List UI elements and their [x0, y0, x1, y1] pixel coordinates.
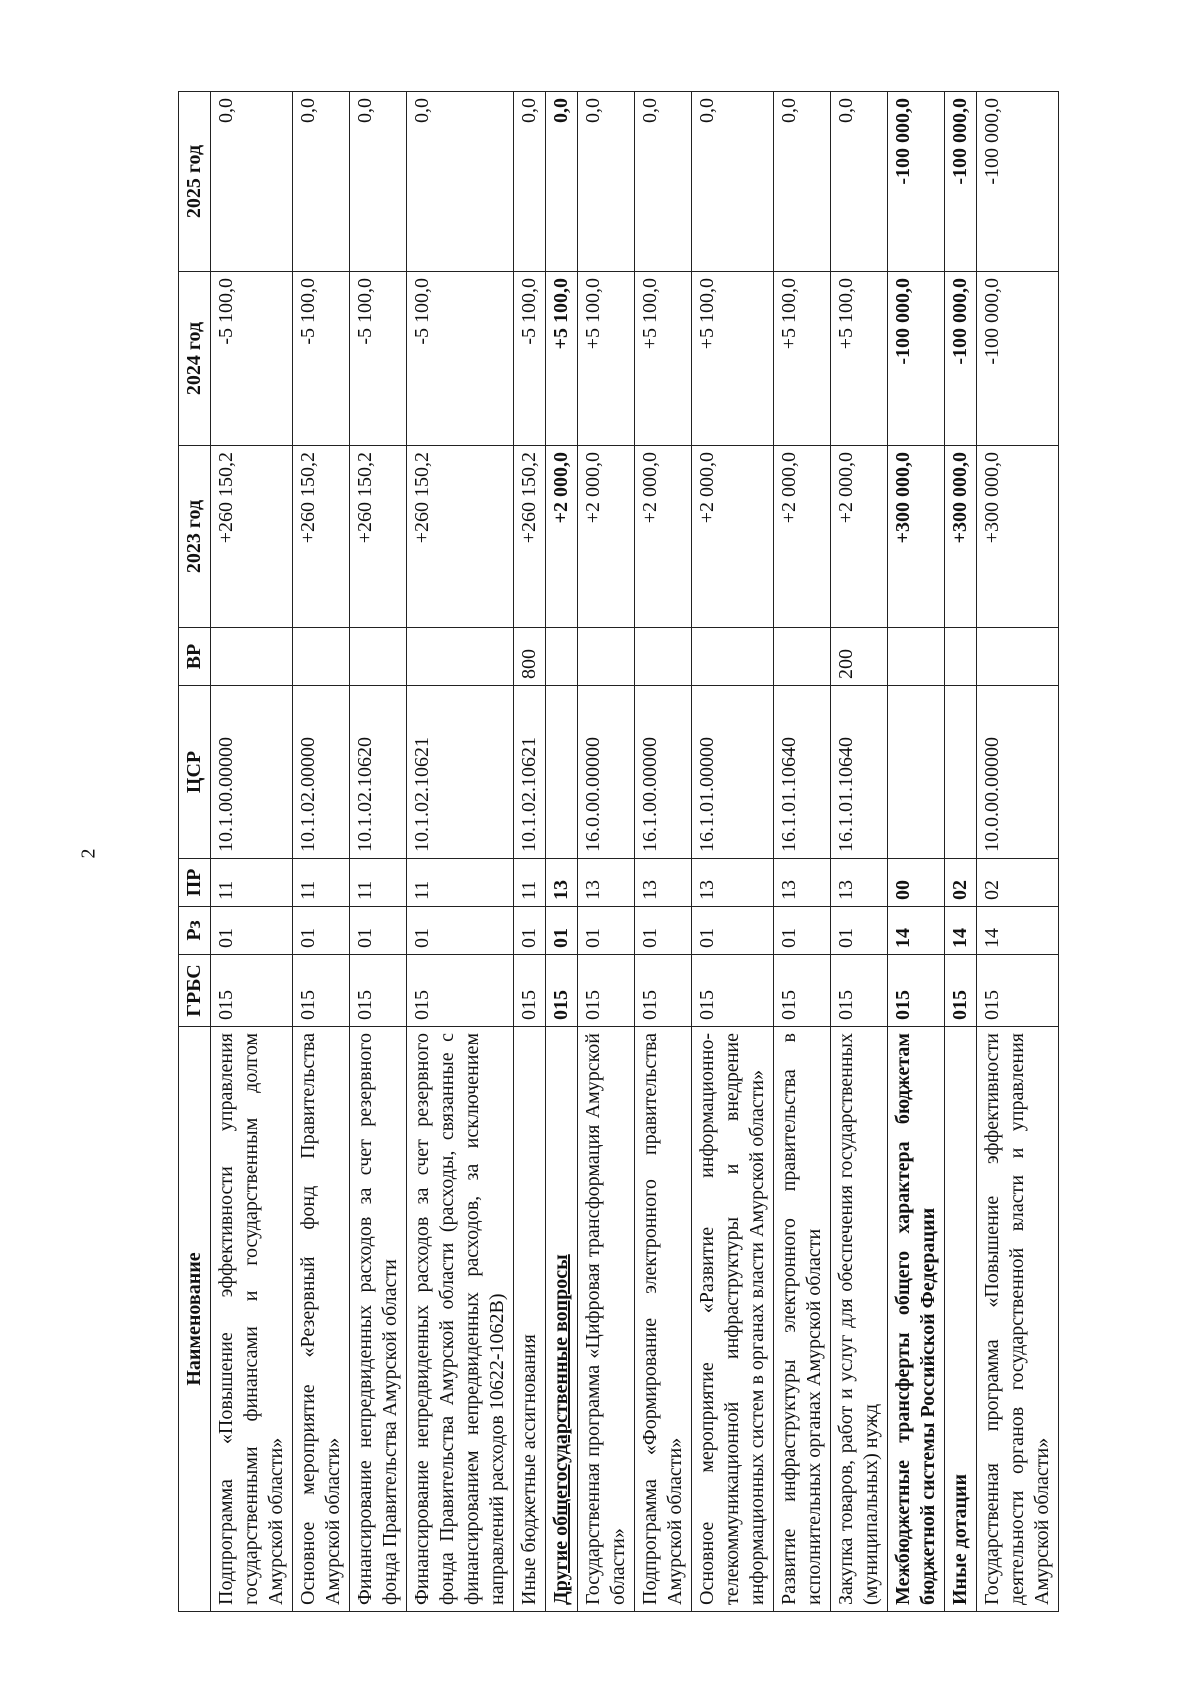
cell-vr	[293, 628, 350, 686]
cell-2024: -5 100,0	[211, 272, 293, 446]
cell-grbs: 015	[945, 955, 977, 1027]
cell-2025: 0,0	[546, 92, 578, 272]
cell-2024: -5 100,0	[350, 272, 407, 446]
cell-grbs: 015	[350, 955, 407, 1027]
cell-grbs: 015	[407, 955, 514, 1027]
cell-vr	[888, 628, 945, 686]
cell-pr: 13	[774, 859, 831, 907]
cell-grbs: 015	[211, 955, 293, 1027]
cell-rz: 01	[831, 907, 888, 955]
cell-name: Государственная программа «Цифровая трансформация Амурской области»	[578, 1027, 635, 1612]
cell-vr: 200	[831, 628, 888, 686]
cell-csr	[546, 686, 578, 859]
header-grbs: ГРБС	[179, 955, 211, 1027]
cell-csr: 16.1.01.00000	[692, 686, 774, 859]
table-row	[211, 92, 293, 1612]
page-number: 2	[77, 848, 100, 859]
cell-vr	[692, 628, 774, 686]
cell-csr: 10.1.02.10621	[407, 686, 514, 859]
cell-2025: 0,0	[831, 92, 888, 272]
cell-rz: 01	[774, 907, 831, 955]
cell-name: Государственная программа «Повышение эффективности деятельности органов государственной власти и управления Амурской области»	[977, 1027, 1059, 1612]
cell-name: Подпрограмма «Повышение эффективности управления государственными финансами и государственным долгом Амурской области»	[211, 1027, 293, 1612]
cell-2025: 0,0	[514, 92, 546, 272]
cell-rz: 14	[977, 907, 1059, 955]
cell-2023: +260 150,2	[350, 446, 407, 628]
cell-2023: +300 000,0	[977, 446, 1059, 628]
cell-grbs: 015	[977, 955, 1059, 1027]
cell-rz: 01	[635, 907, 692, 955]
cell-vr	[211, 628, 293, 686]
cell-csr: 16.0.00.00000	[578, 686, 635, 859]
cell-2025: 0,0	[407, 92, 514, 272]
cell-grbs: 015	[774, 955, 831, 1027]
cell-csr	[888, 686, 945, 859]
cell-rz: 14	[945, 907, 977, 955]
cell-name: Иные дотации	[945, 1027, 977, 1612]
cell-2023: +260 150,2	[407, 446, 514, 628]
cell-pr: 11	[350, 859, 407, 907]
cell-pr: 11	[211, 859, 293, 907]
cell-grbs: 015	[888, 955, 945, 1027]
header-name: Наименование	[179, 1027, 211, 1612]
cell-vr: 800	[514, 628, 546, 686]
cell-2024: +5 100,0	[635, 272, 692, 446]
cell-2023: +300 000,0	[945, 446, 977, 628]
cell-2024: +5 100,0	[831, 272, 888, 446]
table-row	[774, 92, 831, 1612]
header-2023: 2023 год	[179, 446, 211, 628]
cell-pr: 11	[514, 859, 546, 907]
cell-rz: 01	[407, 907, 514, 955]
cell-rz: 01	[211, 907, 293, 955]
cell-2025: 0,0	[350, 92, 407, 272]
header-2024: 2024 год	[179, 272, 211, 446]
cell-csr: 10.1.02.00000	[293, 686, 350, 859]
cell-grbs: 015	[293, 955, 350, 1027]
cell-grbs: 015	[635, 955, 692, 1027]
cell-2024: -5 100,0	[514, 272, 546, 446]
cell-pr: 02	[945, 859, 977, 907]
cell-2023: +2 000,0	[692, 446, 774, 628]
cell-grbs: 015	[692, 955, 774, 1027]
budget-table-container	[178, 92, 1083, 1612]
cell-2023: +2 000,0	[635, 446, 692, 628]
cell-2023: +260 150,2	[211, 446, 293, 628]
cell-vr	[578, 628, 635, 686]
cell-pr: 11	[407, 859, 514, 907]
cell-name: Иные бюджетные ассигнования	[514, 1027, 546, 1612]
cell-2025: -100 000,0	[888, 92, 945, 272]
table-row	[977, 92, 1059, 1612]
cell-rz: 01	[578, 907, 635, 955]
cell-name: Подпрограмма «Формирование электронного правительства Амурской области»	[635, 1027, 692, 1612]
cell-grbs: 015	[514, 955, 546, 1027]
cell-rz: 14	[888, 907, 945, 955]
budget-table	[178, 91, 1059, 1612]
cell-name: Финансирование непредвиденных расходов за счет резервного фонда Правительства Амурской области (расходы, связанные с финансированием непредвиденных расходов, за исключением направлений расходов 10622-1062В)	[407, 1027, 514, 1612]
cell-vr	[350, 628, 407, 686]
table-body	[211, 92, 1059, 1612]
cell-rz: 01	[350, 907, 407, 955]
cell-grbs: 015	[546, 955, 578, 1027]
cell-csr: 16.1.01.10640	[831, 686, 888, 859]
cell-grbs: 015	[831, 955, 888, 1027]
header-csr: ЦСР	[179, 686, 211, 859]
cell-csr: 16.1.00.00000	[635, 686, 692, 859]
cell-csr: 16.1.01.10640	[774, 686, 831, 859]
cell-vr	[774, 628, 831, 686]
cell-2025: 0,0	[635, 92, 692, 272]
cell-name: Другие общегосударственные вопросы	[546, 1027, 578, 1612]
cell-2023: +260 150,2	[514, 446, 546, 628]
cell-csr: 10.1.02.10621	[514, 686, 546, 859]
cell-pr: 13	[578, 859, 635, 907]
cell-pr: 02	[977, 859, 1059, 907]
table-row	[831, 92, 888, 1612]
cell-2025: -100 000,0	[977, 92, 1059, 272]
cell-2023: +2 000,0	[546, 446, 578, 628]
cell-2023: +260 150,2	[293, 446, 350, 628]
table-row	[635, 92, 692, 1612]
cell-pr: 13	[831, 859, 888, 907]
cell-2025: 0,0	[774, 92, 831, 272]
table-row	[945, 92, 977, 1612]
cell-name: Основное мероприятие «Резервный фонд Правительства Амурской области»	[293, 1027, 350, 1612]
cell-pr: 13	[635, 859, 692, 907]
cell-2025: 0,0	[578, 92, 635, 272]
cell-rz: 01	[514, 907, 546, 955]
cell-2024: +5 100,0	[692, 272, 774, 446]
cell-2023: +2 000,0	[578, 446, 635, 628]
cell-grbs: 015	[578, 955, 635, 1027]
header-rz: Рз	[179, 907, 211, 955]
cell-2024: -5 100,0	[293, 272, 350, 446]
cell-pr: 00	[888, 859, 945, 907]
cell-2023: +2 000,0	[831, 446, 888, 628]
cell-2024: +5 100,0	[774, 272, 831, 446]
cell-vr	[945, 628, 977, 686]
table-row	[692, 92, 774, 1612]
cell-vr	[635, 628, 692, 686]
cell-pr: 13	[692, 859, 774, 907]
cell-2024: -100 000,0	[888, 272, 945, 446]
cell-2025: -100 000,0	[945, 92, 977, 272]
cell-2023: +300 000,0	[888, 446, 945, 628]
cell-name: Межбюджетные трансферты общего характера бюджетам бюджетной системы Российской Федерации	[888, 1027, 945, 1612]
cell-2025: 0,0	[692, 92, 774, 272]
cell-name: Основное мероприятие «Развитие информационно-телекоммуникационной инфраструктуры и внедрение информационных систем в органах власти Амурской области»	[692, 1027, 774, 1612]
cell-name: Закупка товаров, работ и услуг для обеспечения государственных (муниципальных) нужд	[831, 1027, 888, 1612]
cell-2024: -5 100,0	[407, 272, 514, 446]
cell-pr: 13	[546, 859, 578, 907]
cell-name: Развитие инфраструктуры электронного правительства в исполнительных органах Амурской области	[774, 1027, 831, 1612]
table-row	[407, 92, 514, 1612]
cell-2025: 0,0	[211, 92, 293, 272]
cell-2025: 0,0	[293, 92, 350, 272]
cell-2024: -100 000,0	[945, 272, 977, 446]
cell-2024: +5 100,0	[546, 272, 578, 446]
table-row	[546, 92, 578, 1612]
cell-csr: 10.0.00.00000	[977, 686, 1059, 859]
table-row	[350, 92, 407, 1612]
cell-2024: +5 100,0	[578, 272, 635, 446]
cell-pr: 11	[293, 859, 350, 907]
cell-vr	[546, 628, 578, 686]
cell-rz: 01	[293, 907, 350, 955]
cell-csr: 10.1.00.00000	[211, 686, 293, 859]
table-row	[888, 92, 945, 1612]
header-pr: ПР	[179, 859, 211, 907]
cell-2024: -100 000,0	[977, 272, 1059, 446]
header-2025: 2025 год	[179, 92, 211, 272]
table-row	[293, 92, 350, 1612]
cell-vr	[977, 628, 1059, 686]
table-header-row	[179, 92, 211, 1612]
cell-rz: 01	[692, 907, 774, 955]
header-vr: ВР	[179, 628, 211, 686]
cell-name: Финансирование непредвиденных расходов за счет резервного фонда Правительства Амурской области	[350, 1027, 407, 1612]
cell-rz: 01	[546, 907, 578, 955]
cell-2023: +2 000,0	[774, 446, 831, 628]
cell-csr	[945, 686, 977, 859]
table-row	[514, 92, 546, 1612]
cell-vr	[407, 628, 514, 686]
table-row	[578, 92, 635, 1612]
cell-csr: 10.1.02.10620	[350, 686, 407, 859]
